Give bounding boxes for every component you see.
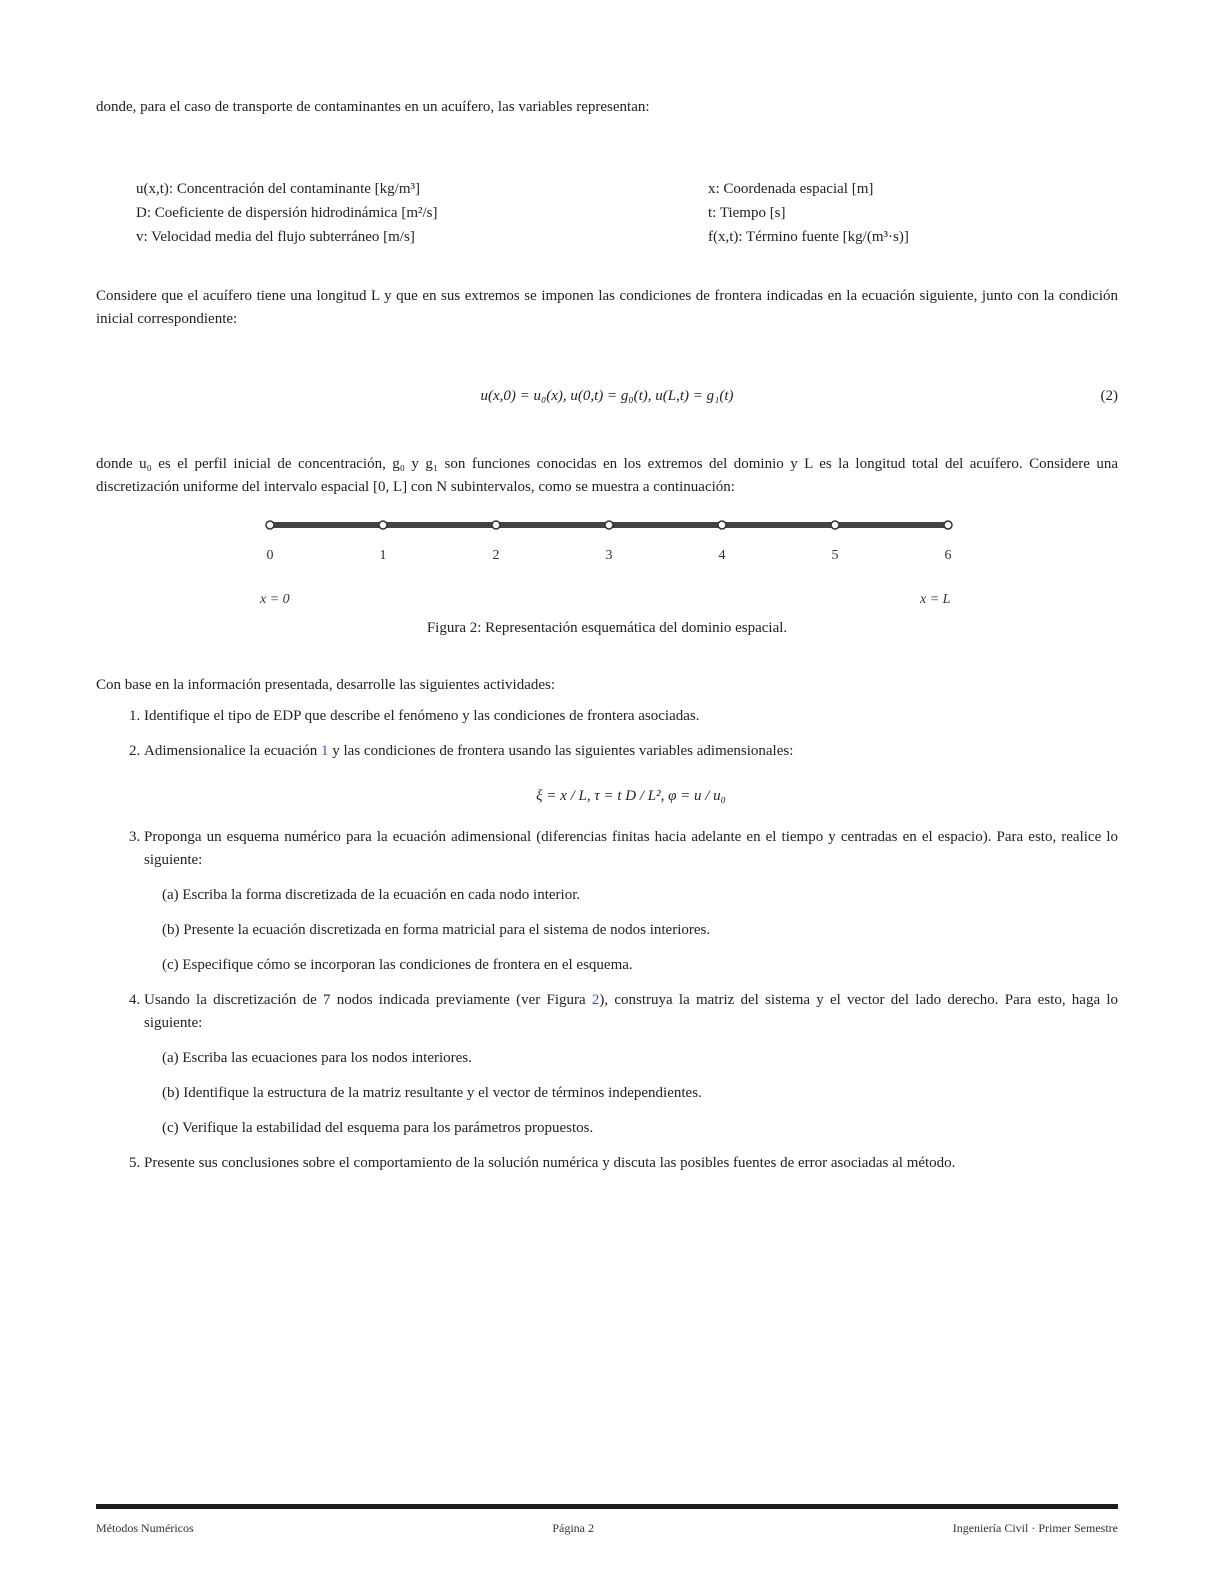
page-footer xyxy=(96,1504,1118,1540)
document-page xyxy=(96,96,1118,1187)
variable-item: t: Tiempo [s] xyxy=(708,205,786,221)
activity-subitems xyxy=(144,1047,1118,1140)
subitem: (a) Escriba las ecuaciones para los nodos interiores. xyxy=(162,1050,472,1066)
right-endpoint-label: x = L xyxy=(920,592,951,607)
variable-item: D: Coeficiente de dispersión hidrodinámica [m²/s] xyxy=(136,205,438,221)
activity-item xyxy=(144,740,1118,808)
node-index-label: 3 xyxy=(605,548,613,563)
activities-intro: Con base en la información presentada, desarrolle las siguientes actividades: xyxy=(96,677,556,693)
node-index-label: 2 xyxy=(492,548,500,563)
variable-item: x: Coordenada espacial [m] xyxy=(708,181,874,197)
domain-node xyxy=(266,521,274,529)
subitem: (a) Escriba la forma discretizada de la ecuación en cada nodo interior. xyxy=(162,887,581,903)
conditions-paragraph: Considere que el acuífero tiene una longitud L y que en sus extremos se imponen las condiciones de frontera indicadas en la ecuación siguiente, junto con la condición inicial correspondiente: xyxy=(96,288,1118,327)
activity-text: Usando la discretización de 7 nodos indicada previamente (ver Figura xyxy=(144,992,592,1008)
footer-program: Ingeniería Civil · Primer Semestre xyxy=(952,1521,1118,1535)
figure-caption: Figura 2: Representación esquemática del dominio espacial. xyxy=(426,620,788,636)
figure-reference-link[interactable]: 2 xyxy=(591,992,600,1008)
activity-item xyxy=(144,826,1118,977)
activity-item xyxy=(144,1152,1118,1175)
footer-course: Métodos Numéricos xyxy=(96,1521,194,1535)
activity-item xyxy=(144,989,1118,1140)
subitem: (b) Presente la ecuación discretizada en forma matricial para el sistema de nodos interiores. xyxy=(162,922,711,938)
activity-text: Proponga un esquema numérico para la ecuación adimensional (diferencias finitas hacia adelante en el tiempo y centradas en el espacio). Para esto, realice lo siguiente: xyxy=(144,829,1118,868)
equation-reference-link[interactable]: 1 xyxy=(321,743,329,759)
domain-node xyxy=(492,521,500,529)
equation-number: (2) xyxy=(1100,388,1118,404)
node-index-label: 0 xyxy=(266,548,274,563)
activity-text: Adimensionalice la ecuación xyxy=(144,743,322,759)
domain-node xyxy=(831,521,839,529)
subitem: (c) Especifique cómo se incorporan las condiciones de frontera en el esquema. xyxy=(162,957,633,973)
activity-subitems xyxy=(144,884,1118,977)
equation-block xyxy=(96,341,1118,453)
domain-figure xyxy=(96,505,1118,617)
domain-node xyxy=(718,521,726,529)
footer-row xyxy=(96,1517,1118,1540)
node-index-label: 4 xyxy=(718,548,726,563)
activity-text: ), construya la matriz del sistema y el vector del lado derecho. Para esto, haga lo siguiente: xyxy=(144,992,1118,1031)
variable-definitions xyxy=(96,177,1118,249)
footer-rule xyxy=(96,1504,1118,1509)
variables-left-list xyxy=(136,177,536,249)
scaling-equation: ξ = x / L, τ = t D / L², φ = u / u₀ xyxy=(536,788,726,804)
boundary-equation: u(x,0) = u₀(x), u(0,t) = g₀(t), u(L,t) = g₁(t) xyxy=(480,388,734,404)
domain-node xyxy=(605,521,613,529)
activity-text: y las condiciones de frontera usando las siguientes variables adimensionales: xyxy=(328,743,794,759)
domain-node xyxy=(944,521,952,529)
subitem: (c) Verifique la estabilidad del esquema para los parámetros propuestos. xyxy=(162,1120,594,1136)
left-endpoint-label: x = 0 xyxy=(260,592,290,607)
node-index-label: 6 xyxy=(944,548,952,563)
footer-page-number: Página 2 xyxy=(552,1521,595,1535)
domain-paragraph: donde u₀ es el perfil inicial de concentración, g₀ y g₁ son funciones conocidas en los extremos del dominio y L es la longitud total del acuífero. Considere una discretización uniforme del intervalo espacial [0, L] con N subintervalos, como se muestra a continuación: xyxy=(96,456,1118,495)
variable-item: v: Velocidad media del flujo subterráneo [m/s] xyxy=(136,229,415,245)
activity-text: Presente sus conclusiones sobre el comportamiento de la solución numérica y discuta las posibles fuentes de error asociadas al método. xyxy=(144,1155,956,1171)
node-index-label: 1 xyxy=(379,548,387,563)
variable-item: f(x,t): Término fuente [kg/(m³·s)] xyxy=(708,229,909,245)
domain-diagram xyxy=(96,505,1118,617)
node-index-label: 5 xyxy=(831,548,839,563)
activity-text: Identifique el tipo de EDP que describe el fenómeno y las condiciones de frontera asociadas. xyxy=(144,708,700,724)
activity-item xyxy=(144,705,1118,728)
variables-right-list xyxy=(708,177,1078,249)
variable-item: u(x,t): Concentración del contaminante [kg/m³] xyxy=(136,181,420,197)
activities-list xyxy=(96,705,1118,1175)
subitem: (b) Identifique la estructura de la matriz resultante y el vector de términos independientes. xyxy=(162,1085,702,1101)
intro-paragraph: donde, para el caso de transporte de contaminantes en un acuífero, las variables representan: xyxy=(96,99,650,115)
domain-node xyxy=(379,521,387,529)
